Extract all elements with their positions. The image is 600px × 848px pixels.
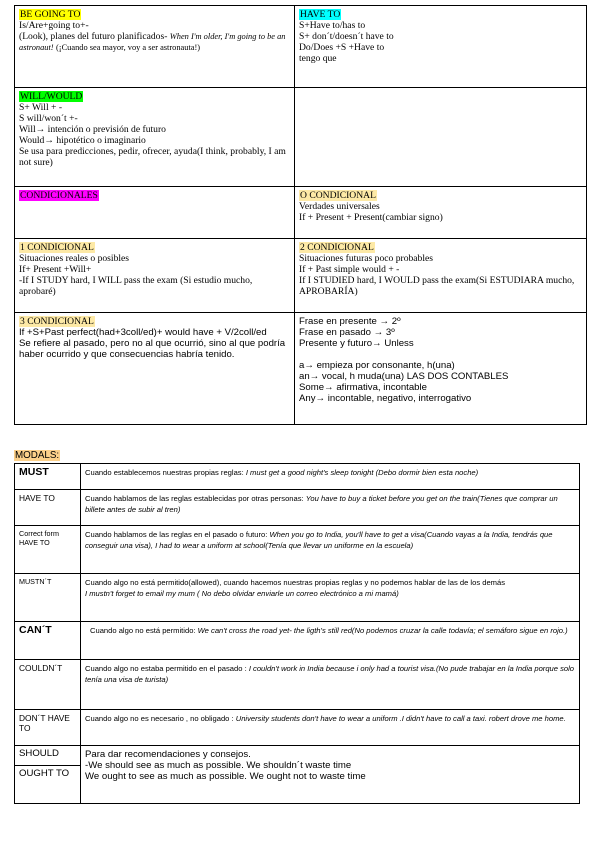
notas-line: Any→ incontable, negativo, interrogativo	[299, 393, 472, 404]
modal-desc-text: Cuando algo no estaba permitido en el pasado :	[85, 664, 249, 673]
cero-condicional-title: O CONDICIONAL	[300, 190, 376, 201]
cero-condicional-line: Verdades universales	[299, 201, 380, 212]
grammar-table	[14, 5, 587, 425]
cell-cero-condicional	[295, 187, 587, 239]
should-line: We ought to see as much as possible. We ought not to waste time	[85, 771, 366, 782]
notas-spacer	[299, 349, 582, 360]
should-line: -We should see as much as possible. We shouldn´t waste time	[85, 760, 352, 771]
modal-desc	[81, 526, 580, 574]
cell-be-going-to	[15, 6, 295, 88]
notas-line: Presente y futuro→ Unless	[299, 338, 414, 349]
notas-line: Some→ afirmativa, incontable	[299, 382, 427, 393]
will-would-line: Would→ hipotético o imaginario	[19, 135, 146, 146]
cell-primer-condicional	[15, 239, 295, 313]
cell-have-to	[295, 6, 587, 88]
modal-desc	[81, 490, 580, 526]
modals-table	[14, 463, 580, 804]
modal-desc-text: Cuando algo no está permitido:	[90, 626, 198, 635]
notas-line: Frase en presente → 2º	[299, 316, 401, 327]
modal-desc-text: Cuando establecemos nuestras propias reglas:	[85, 468, 246, 477]
cell-tercer-condicional	[15, 313, 295, 425]
be-going-to-example: When I'm older, I'm going to be an astronaut!	[19, 32, 286, 52]
cell-will-would	[15, 88, 295, 187]
modal-desc-text: Cuando hablamos de las reglas establecidas por otras personas:	[85, 494, 306, 503]
tercer-condicional-title: 3 CONDICIONAL	[20, 316, 94, 327]
should-line: Para dar recomendaciones y consejos.	[85, 749, 251, 760]
modal-desc-should	[81, 746, 580, 804]
modal-example: We can't cross the road yet- the ligth's still red(No podemos cruzar la calle todavía; el semáforo sigue en rojo.)	[197, 626, 568, 635]
be-going-to-desc: (Look), planes del futuro planificados-	[19, 31, 168, 42]
will-would-title: WILL/WOULD	[20, 91, 83, 102]
have-to-line: tengo que	[299, 53, 337, 64]
cell-notas	[295, 313, 587, 425]
modal-key: OUGHT TO	[15, 766, 81, 804]
modal-desc-text: Cuando hablamos de las reglas en el pasado o futuro:	[85, 530, 270, 539]
tercer-condicional-line: Se refiere al pasado, pero no al que ocurrió, sino al que podría haber ocurrido y que consecuencias habría tenido.	[19, 338, 286, 360]
will-would-line: Se usa para predicciones, pedir, ofrecer, ayuda(I think, probably, I am not sure)	[19, 146, 286, 168]
segundo-condicional-line: Situaciones futuras poco probables	[299, 253, 434, 264]
modal-desc	[81, 464, 580, 490]
modals-title: MODALS:	[15, 450, 60, 461]
will-would-line: S will/won´t +-	[19, 113, 78, 124]
modal-desc-text: Cuando algo no es necesario , no obligado :	[85, 714, 236, 723]
modal-example: I must get a good night's sleep tonight (Debo dormir bien esta noche)	[245, 468, 479, 477]
have-to-line: Do/Does +S +Have to	[299, 42, 385, 53]
modal-example: You have to buy a ticket before you get on the train(Tienes que comprar un billete antes de subir al tren)	[85, 494, 558, 514]
have-to-line: S+Have to/has to	[299, 20, 366, 31]
modal-key: CAN´T	[15, 622, 81, 660]
modal-desc	[81, 622, 580, 660]
be-going-to-title: BE GOING TO	[20, 9, 81, 20]
primer-condicional-title: 1 CONDICIONAL	[20, 242, 94, 253]
primer-condicional-line: If+ Present +Will+	[19, 264, 92, 275]
modal-key: MUSTN´T	[15, 574, 81, 622]
notas-line: a→ empieza por consonante, h(una)	[299, 360, 455, 371]
condicionales-title: CONDICIONALES	[20, 190, 98, 201]
modal-example: I mustn't forget to email my mum ( No debo olvidar enviarle un correo electrónico a mi mamá)	[85, 589, 399, 598]
primer-condicional-line: Situaciones reales o posibles	[19, 253, 130, 264]
be-going-to-translation: (¡Cuando sea mayor, voy a ser astronauta!)	[56, 43, 201, 52]
modal-key: SHOULD	[15, 746, 81, 766]
primer-condicional-line: -If I STUDY hard, I WILL pass the exam (Si estudio mucho, aprobaré)	[19, 275, 253, 297]
tercer-condicional-line: If +S+Past perfect(had+3coll/ed)+ would have + V/2coll/ed	[19, 327, 267, 338]
segundo-condicional-line: If + Past simple would + -	[299, 264, 400, 275]
notas-line: an→ vocal, h muda(una) LAS DOS CONTABLES	[299, 371, 509, 382]
modal-key: HAVE TO	[15, 490, 81, 526]
modal-key: Correct form HAVE TO	[15, 526, 81, 574]
modal-example: I couldn't work in India because i only had a tourist visa.(No pude trabajar en la India porque solo tenía una visa de turista)	[85, 664, 575, 684]
be-going-to-line: Is/Are+going to+-	[19, 20, 89, 31]
segundo-condicional-line: If I STUDIED hard, I WOULD pass the exam(Si ESTUDIARA mucho, APROBARÍA)	[299, 275, 575, 297]
modal-desc	[81, 710, 580, 746]
modal-key: MUST	[15, 464, 81, 490]
modal-desc	[81, 660, 580, 710]
cell-condicionales	[15, 187, 295, 239]
segundo-condicional-title: 2 CONDICIONAL	[300, 242, 374, 253]
have-to-line: S+ don´t/doesn´t have to	[299, 31, 394, 42]
cell-segundo-condicional	[295, 239, 587, 313]
cell-empty	[295, 88, 587, 187]
modal-key: DON´T HAVE TO	[15, 710, 81, 746]
modal-example: When you go to India, you'll have to get a visa(Cuando vayas a la India, tendrás que conseguir una visa), I had to wear a uniform at school(Tenía que llevar un uniforme en la escuela)	[85, 530, 553, 550]
notas-line: Frase en pasado → 3º	[299, 327, 395, 338]
modal-key: COULDN´T	[15, 660, 81, 710]
cero-condicional-line: If + Present + Present(cambiar signo)	[299, 212, 443, 223]
modal-example: University students don't have to wear a uniform .I didn't have to call a taxi. robert drove me home.	[235, 714, 566, 723]
have-to-title: HAVE TO	[300, 9, 341, 20]
modal-desc	[81, 574, 580, 622]
will-would-line: S+ Will + -	[19, 102, 63, 113]
will-would-line: Will→ intención o previsión de futuro	[19, 124, 166, 135]
modal-desc-text: Cuando algo no está permitido(allowed), cuando hacemos nuestras propias reglas y no podemos hablar de las de los demás	[85, 578, 506, 587]
